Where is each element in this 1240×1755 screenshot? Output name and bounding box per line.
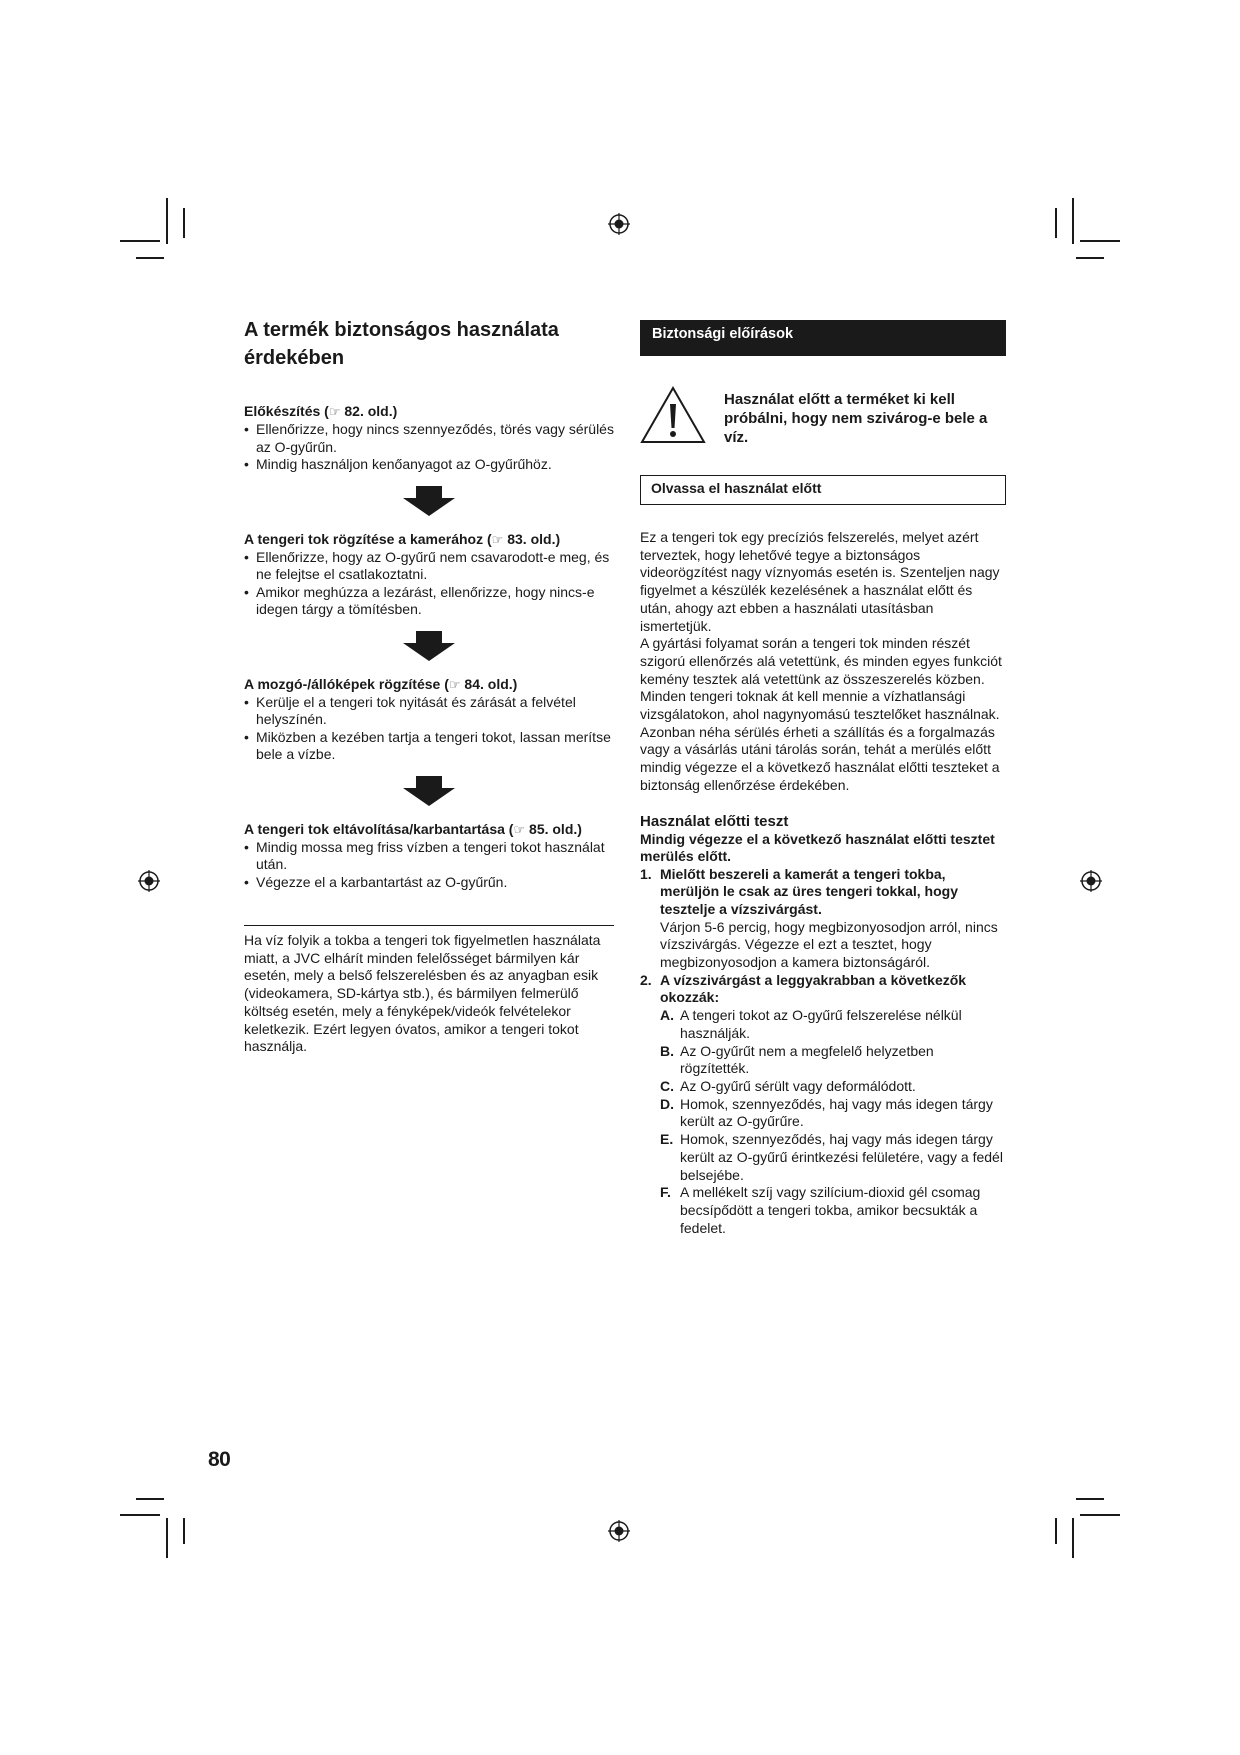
page-reference: 83. old.) bbox=[507, 530, 561, 547]
list-item: E. Homok, szennyeződés, haj vagy más idegen tárgy került az O-gyűrű érintkezési felületére, vagy a fedél belsejébe. bbox=[660, 1131, 1003, 1183]
list-item: • Miközben a kezében tartja a tengeri tokot, lassan merítse bele a vízbe. bbox=[244, 729, 614, 764]
step-title: A mozgó-/állóképek rögzítése (☞ 84. old.) bbox=[244, 675, 518, 692]
pre-use-test-heading: Használat előtti teszt bbox=[640, 812, 789, 830]
registration-mark-icon bbox=[608, 1520, 630, 1542]
down-arrow-icon bbox=[403, 631, 455, 661]
bullet-list bbox=[244, 421, 614, 474]
warning-block bbox=[640, 384, 1006, 447]
pointing-hand-icon: ☞ bbox=[448, 676, 461, 692]
pre-use-test-intro: Mindig végezze el a következő használat előtti tesztet merülés előtt. bbox=[640, 830, 995, 865]
registration-mark-icon bbox=[1080, 870, 1102, 892]
list-item: • Mindig használjon kenőanyagot az O-gyűrűhöz. bbox=[244, 456, 614, 474]
step-preparation bbox=[244, 402, 614, 474]
step-title: A tengeri tok eltávolítása/karbantartása (☞ 85. old.) bbox=[244, 820, 582, 837]
list-item: 2. A vízszivárgást a leggyakrabban a következők okozzák: A. A tengeri tokot az O-gyűrű felszerelése nélkül használják. B. Az O-gyűrűt nem a megfelelő helyzetben rögzítették. C. Az O-gyűrű sérült vagy deformálódott. D. Homok, szennyeződés, haj vagy más idegen tárgy került az O-gyűrűre. E. Homok, szennyeződés, haj vagy más idegen tárgy került az O-gyűrű érintkezési felületére, vagy a fedél belsejébe. F. A mellékelt szíj vagy szilícium-dioxid gél csomag becsípődött a tengeri tokba, amikor becsukták a fedelet. bbox=[640, 972, 1006, 1238]
list-item: 1. Mielőtt beszereli a kamerát a tengeri tokba, merüljön le csak az üres tengeri tokkal, hogy tesztelje a vízszivárgást. Várjon 5-6 percig, hogy megbizonyosodjon arról, nincs vízszivárgás. Végezze el ezt a tesztet, hogy megbizonyosodjon a kamera biztonságáról. bbox=[640, 865, 998, 971]
step-title: A tengeri tok rögzítése a kamerához (☞ 83. old.) bbox=[244, 530, 561, 547]
page-reference: 84. old.) bbox=[464, 675, 518, 692]
page-number: 80 bbox=[208, 1448, 231, 1471]
registration-mark-icon bbox=[138, 870, 160, 892]
list-item: D. Homok, szennyeződés, haj vagy más idegen tárgy került az O-gyűrűre. bbox=[660, 1095, 993, 1130]
list-item: F. A mellékelt szíj vagy szilícium-dioxid gél csomag becsípődött a tengeri tokba, amikor becsukták a fedelet. bbox=[660, 1184, 981, 1236]
pointing-hand-icon: ☞ bbox=[513, 821, 526, 837]
list-item: A. A tengeri tokot az O-gyűrű felszerelése nélkül használják. bbox=[660, 1007, 962, 1041]
right-column bbox=[640, 320, 1006, 1237]
pointing-hand-icon: ☞ bbox=[491, 531, 504, 547]
step-attach-camera bbox=[244, 530, 614, 619]
list-item: • Végezze el a karbantartást az O-gyűrűn. bbox=[244, 874, 614, 892]
warning-text: Használat előtt a terméket ki kell próbálni, hogy nem szivárog-e bele a víz. bbox=[724, 391, 988, 446]
numbered-list bbox=[640, 866, 1006, 1238]
step-recording bbox=[244, 675, 614, 764]
step-title: Előkészítés (☞ 82. old.) bbox=[244, 403, 398, 419]
down-arrow-icon bbox=[403, 776, 455, 806]
step-removal-maintenance bbox=[244, 820, 614, 892]
bullet-list bbox=[244, 839, 614, 892]
registration-mark-icon bbox=[608, 213, 630, 235]
list-item: • Kerülje el a tengeri tok nyitását és zárását a felvétel helyszínén. bbox=[244, 694, 614, 729]
list-item: C. Az O-gyűrű sérült vagy deformálódott. bbox=[660, 1077, 916, 1094]
list-item: • Amikor meghúzza a lezárást, ellenőrizze, hogy nincs-e idegen tárgy a tömítésben. bbox=[244, 584, 614, 619]
read-before-use-heading: Olvassa el használat előtt bbox=[640, 475, 1006, 505]
intro-paragraph: Ez a tengeri tok egy precíziós felszerelés, melyet azért terveztek, hogy lehetővé tegye a biztonságos videorögzítést nagy víznyomás esetén is. Szenteljen nagy figyelmet a készülék kezelésének a használat előtt és után, ahogy azt ebben a használati utasításban ismertetjük. bbox=[640, 529, 1000, 634]
page-reference: 85. old.) bbox=[529, 820, 582, 837]
list-item: • Ellenőrizze, hogy az O-gyűrű nem csavarodott-e meg, és ne felejtse el csatlakoztatni. bbox=[244, 549, 614, 584]
left-column bbox=[244, 316, 614, 1056]
down-arrow-icon bbox=[403, 486, 455, 516]
list-item: • Mindig mossa meg friss vízben a tengeri tokot használat után. bbox=[244, 839, 614, 874]
pointing-hand-icon: ☞ bbox=[328, 404, 341, 419]
list-item: B. Az O-gyűrűt nem a megfelelő helyzetben rögzítették. bbox=[660, 1042, 934, 1077]
warning-triangle-icon bbox=[640, 386, 706, 444]
list-item: • Ellenőrizze, hogy nincs szennyeződés, törés vagy sérülés az O-gyűrűn. bbox=[244, 421, 614, 456]
bullet-list bbox=[244, 549, 614, 619]
causes-list bbox=[660, 1007, 1006, 1237]
intro-paragraph: A gyártási folyamat során a tengeri tok minden részét szigorú ellenőrzés alá vetettünk, és minden egyes funkciót kemény tesztek alá vetettünk az összeszerelés közben. Minden tengeri toknak át kell mennie a vízhatlansági vizsgálatokon, ahol nagynyomású tesztelőket használnak. Azonban néha sérülés érheti a szállítás és a forgalmazás vagy a vásárlás utáni tárolás során, tehát a merülés előtt mindig végezze el a következő használat előtti teszteket a biztonság ellenőrzése érdekében. bbox=[640, 635, 1002, 793]
page-title: A termék biztonságos használata érdekében bbox=[244, 319, 559, 369]
liability-note: Ha víz folyik a tokba a tengeri tok figyelmetlen használata miatt, a JVC elhárít minden felelősséget bármilyen kár esetén, mely a belső felszerelésben és az anyagban esik (videokamera, SD-kártya stb.), és bármilyen felmerülő költség esetén, mely a fényképek/videók felvételekor keletkezik. Ezért legyen óvatos, amikor a tengeri tokot használja. bbox=[244, 925, 614, 1056]
page-reference: 82. old.) bbox=[344, 403, 398, 419]
bullet-list bbox=[244, 694, 614, 764]
section-title-bar: Biztonsági előírások bbox=[640, 320, 1006, 356]
